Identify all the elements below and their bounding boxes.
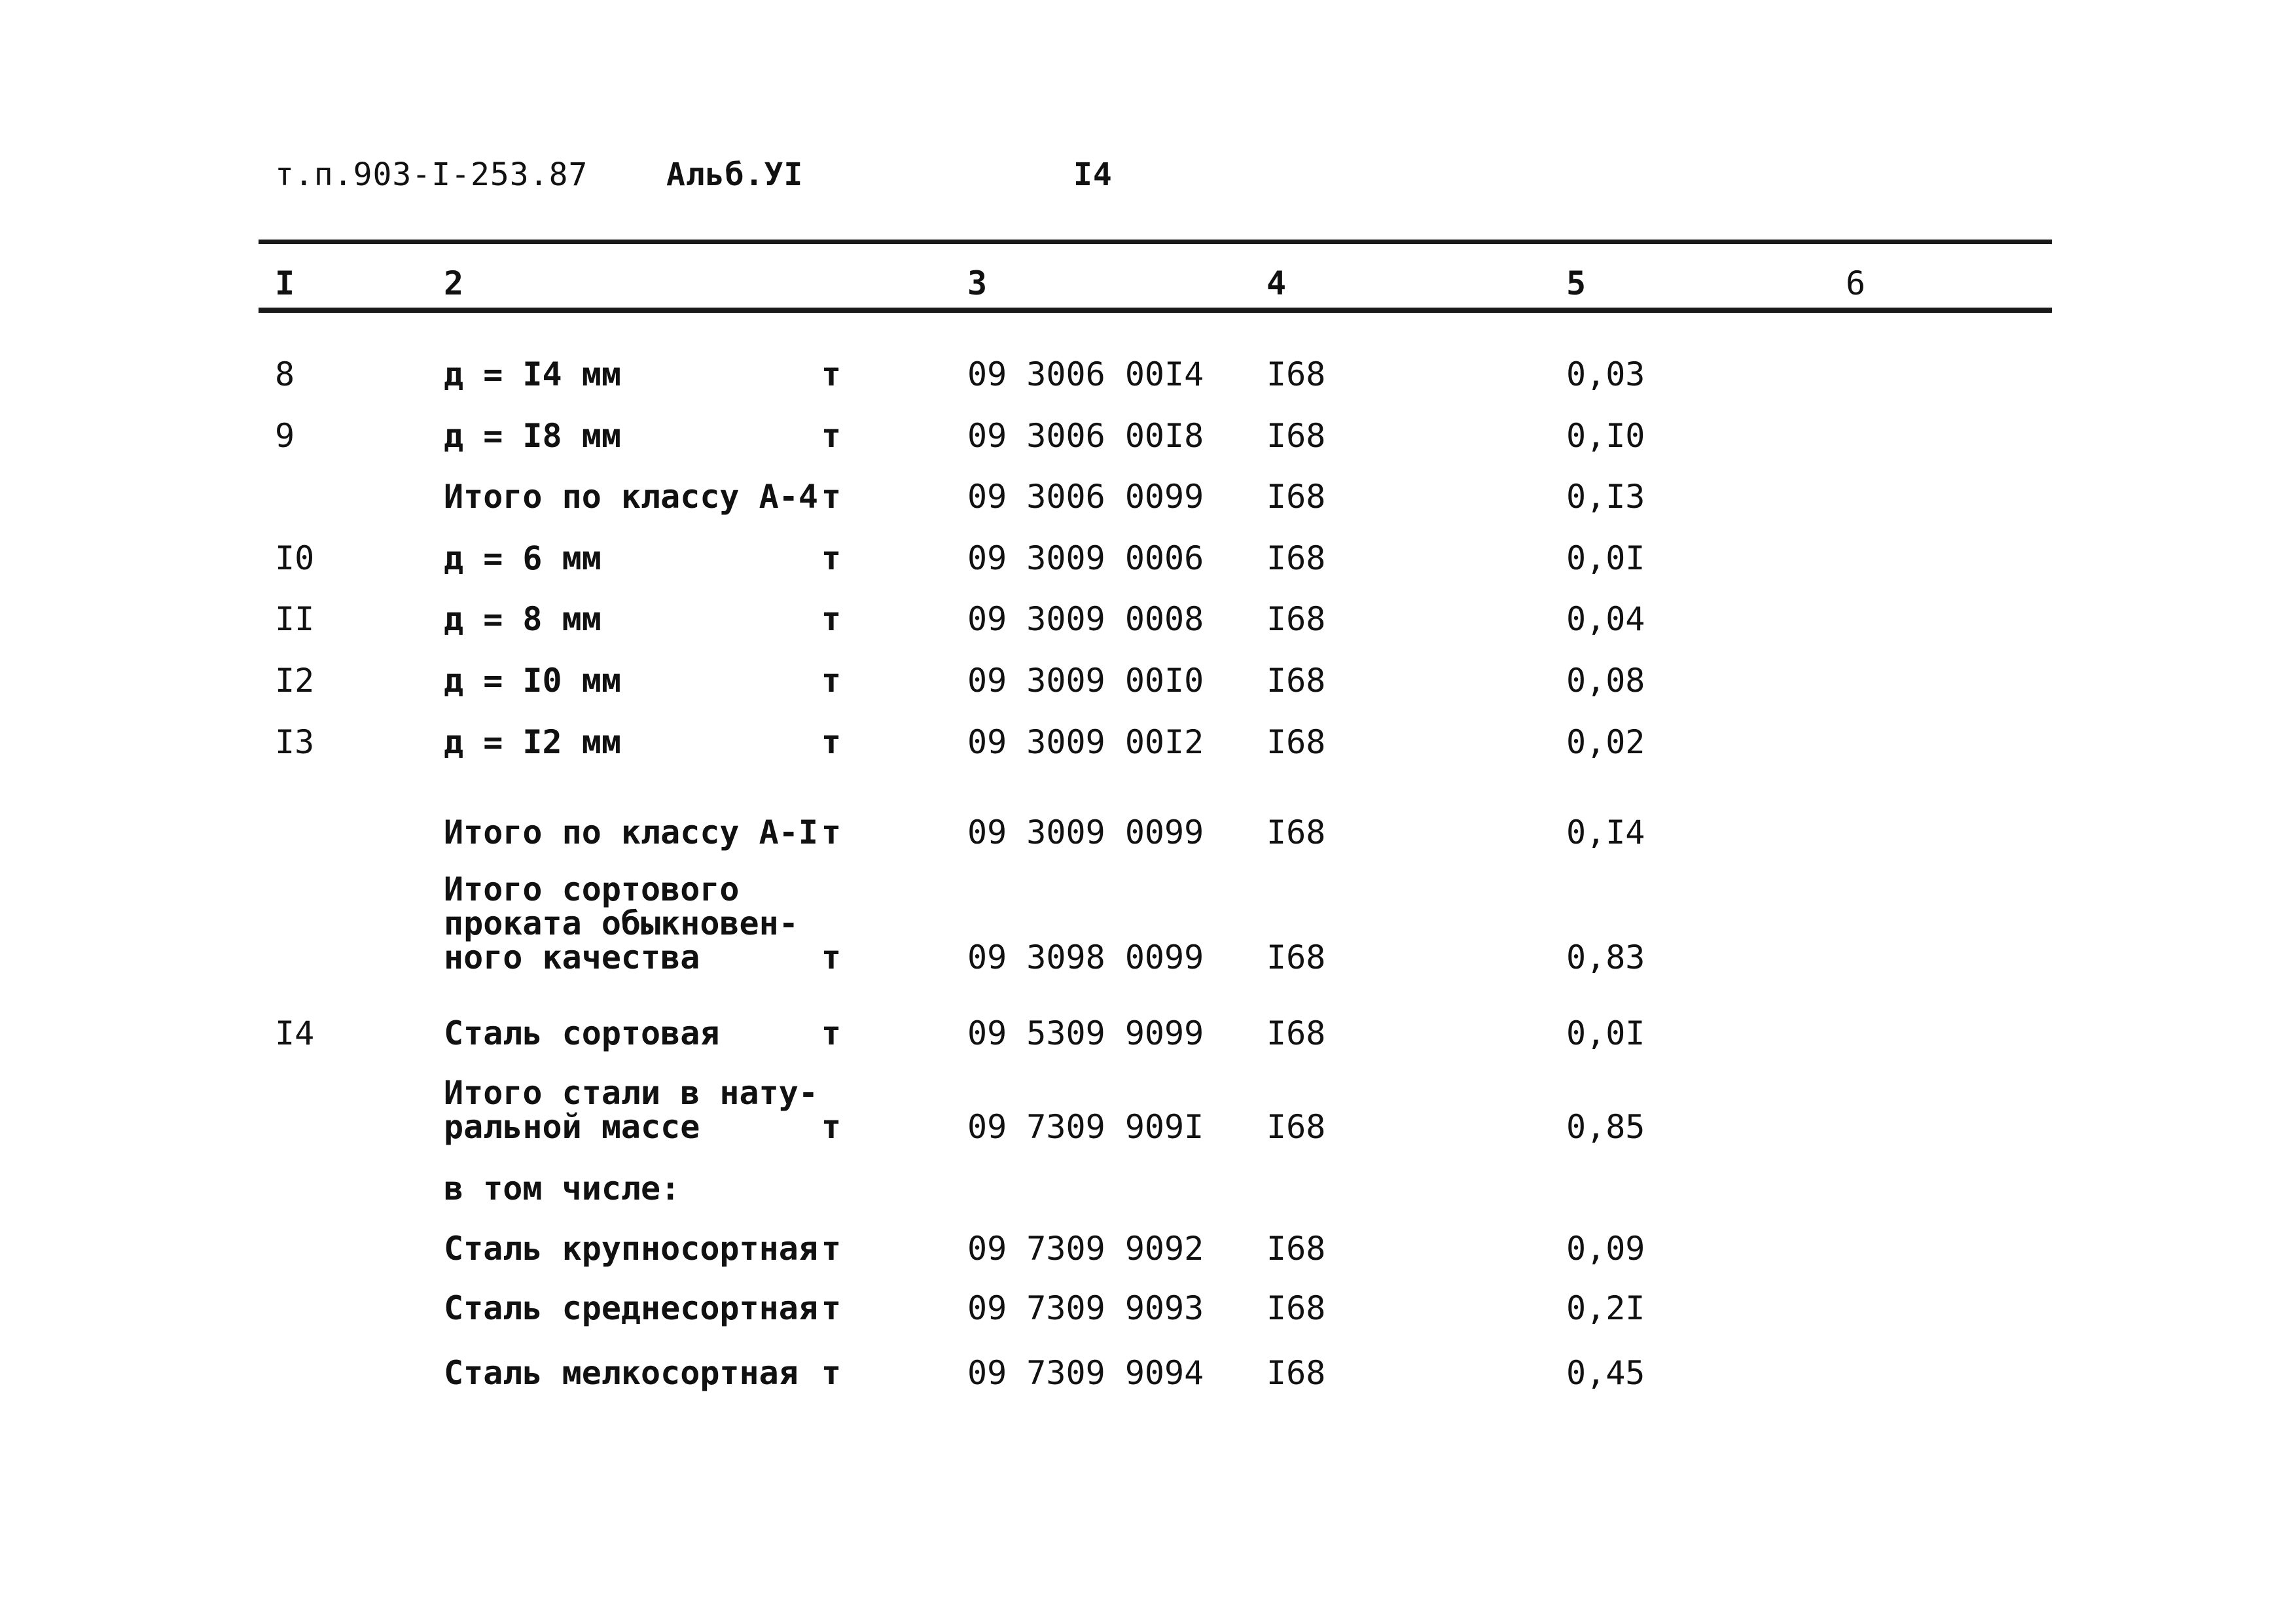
row-value: 0,2I — [1566, 1289, 1645, 1327]
row-unit: т — [821, 478, 842, 516]
row-value: 0,I4 — [1566, 813, 1645, 851]
row-value: 0,I3 — [1566, 478, 1645, 516]
row-number: I4 — [275, 1014, 315, 1052]
row-name: Итого по классу А-4 — [444, 478, 818, 516]
column-number-3: 3 — [967, 264, 988, 302]
row-col4: I68 — [1266, 1289, 1326, 1327]
row-col4: I68 — [1266, 539, 1326, 577]
row-value: 0,08 — [1566, 662, 1645, 700]
row-name: Сталь крупносортная — [444, 1230, 818, 1268]
row-value: 0,02 — [1566, 723, 1645, 761]
row-code: 09 3006 0099 — [967, 478, 1204, 516]
row-code: 09 7309 9093 — [967, 1289, 1204, 1327]
row-unit: т — [821, 938, 842, 976]
row-unit: т — [821, 1230, 842, 1268]
row-value: 0,09 — [1566, 1230, 1645, 1268]
row-value: 0,85 — [1566, 1108, 1645, 1146]
row-col4: I68 — [1266, 417, 1326, 455]
row-code: 09 3009 0006 — [967, 539, 1204, 577]
row-col4: I68 — [1266, 1354, 1326, 1392]
row-col4: I68 — [1266, 938, 1326, 976]
row-number: I0 — [275, 539, 315, 577]
row-code: 09 7309 9092 — [967, 1230, 1204, 1268]
row-code: 09 3009 00I0 — [967, 662, 1204, 700]
column-number-5: 5 — [1566, 264, 1587, 302]
row-name: Сталь мелкосортная — [444, 1354, 798, 1392]
row-name: д = I8 мм — [444, 417, 621, 455]
row-number: I3 — [275, 723, 315, 761]
row-col4: I68 — [1266, 478, 1326, 516]
row-unit: т — [821, 417, 842, 455]
row-number: I2 — [275, 662, 315, 700]
row-code: 09 7309 909I — [967, 1108, 1204, 1146]
row-name: д = I0 мм — [444, 662, 621, 700]
row-col4: I68 — [1266, 1014, 1326, 1052]
row-unit: т — [821, 539, 842, 577]
row-name: Итого стали в нату- ральной массе — [444, 1074, 818, 1146]
row-code: 09 3006 00I8 — [967, 417, 1204, 455]
row-unit: т — [821, 600, 842, 638]
row-name: Сталь сортовая — [444, 1014, 720, 1052]
row-name: Сталь среднесортная — [444, 1289, 818, 1327]
column-number-1: I — [275, 264, 295, 302]
table-top-rule — [259, 240, 2052, 244]
row-unit: т — [821, 813, 842, 851]
row-name: д = 6 мм — [444, 539, 601, 577]
row-col4: I68 — [1266, 1108, 1326, 1146]
row-col4: I68 — [1266, 600, 1326, 638]
row-name: в том числе: — [444, 1169, 681, 1207]
column-number-4: 4 — [1266, 264, 1287, 302]
row-value: 0,I0 — [1566, 417, 1645, 455]
row-name: д = I2 мм — [444, 723, 621, 761]
row-col4: I68 — [1266, 1230, 1326, 1268]
row-code: 09 3009 0099 — [967, 813, 1204, 851]
row-value: 0,04 — [1566, 600, 1645, 638]
row-unit: т — [821, 662, 842, 700]
row-value: 0,45 — [1566, 1354, 1645, 1392]
row-col4: I68 — [1266, 355, 1326, 393]
row-code: 09 3006 00I4 — [967, 355, 1204, 393]
row-code: 09 3009 00I2 — [967, 723, 1204, 761]
row-value: 0,0I — [1566, 539, 1645, 577]
row-code: 09 5309 9099 — [967, 1014, 1204, 1052]
row-name: д = I4 мм — [444, 355, 621, 393]
row-code: 09 3098 0099 — [967, 938, 1204, 976]
row-unit: т — [821, 723, 842, 761]
row-code: 09 3009 0008 — [967, 600, 1204, 638]
column-number-2: 2 — [444, 264, 464, 302]
album-label: Альб.УI — [666, 156, 804, 193]
row-col4: I68 — [1266, 662, 1326, 700]
row-col4: I68 — [1266, 723, 1326, 761]
column-number-6: 6 — [1846, 264, 1866, 302]
document-reference: т.п.903-I-253.87 — [275, 156, 588, 193]
row-value: 0,0I — [1566, 1014, 1645, 1052]
row-name: Итого сортового проката обыкновен- ного качества — [444, 870, 798, 976]
row-value: 0,83 — [1566, 938, 1645, 976]
row-unit: т — [821, 1108, 842, 1146]
row-unit: т — [821, 1354, 842, 1392]
row-name: д = 8 мм — [444, 600, 601, 638]
row-unit: т — [821, 355, 842, 393]
row-number: 8 — [275, 355, 295, 393]
row-code: 09 7309 9094 — [967, 1354, 1204, 1392]
row-value: 0,03 — [1566, 355, 1645, 393]
page-number: I4 — [1073, 156, 1113, 193]
row-col4: I68 — [1266, 813, 1326, 851]
table-header-rule — [259, 308, 2052, 313]
row-unit: т — [821, 1014, 842, 1052]
row-number: II — [275, 600, 315, 638]
row-name: Итого по классу А-I — [444, 813, 818, 851]
row-number: 9 — [275, 417, 295, 455]
row-unit: т — [821, 1289, 842, 1327]
